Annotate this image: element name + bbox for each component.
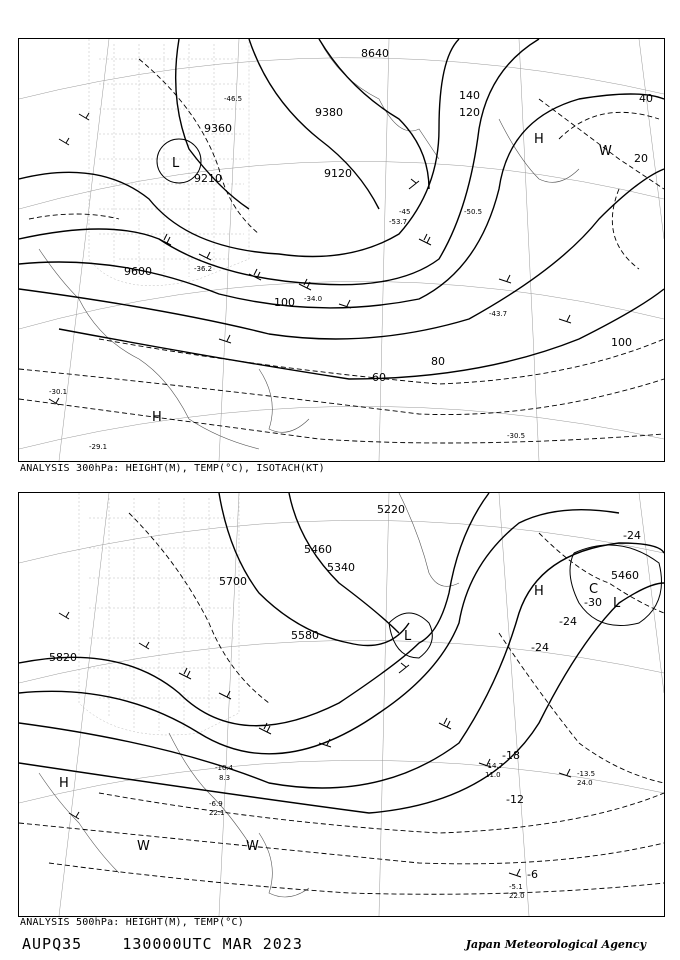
caption-500hpa: ANALYSIS 500hPa: HEIGHT(M), TEMP(°C) <box>20 917 244 928</box>
station-value: -10.4 <box>215 764 234 772</box>
product-header <box>22 935 303 953</box>
temp-label: -36.2 <box>194 265 213 273</box>
hatched-region <box>79 493 239 735</box>
isotherm-label: -24 <box>623 529 641 542</box>
isotach-labels <box>274 89 653 384</box>
station-value: -14.7 <box>485 762 504 770</box>
warm-center: W <box>137 839 150 854</box>
isotach-label: 20 <box>634 152 648 165</box>
height-label: 9600 <box>124 265 152 278</box>
temperature-labels <box>49 95 525 451</box>
temp-label: -30.5 <box>507 432 526 440</box>
temp-label: -50.5 <box>464 208 483 216</box>
temp-label: -53.7 <box>389 218 408 226</box>
height-label: 5580 <box>291 629 319 642</box>
height-label: 8640 <box>361 47 389 60</box>
isotherm-label: -24 <box>559 615 577 628</box>
high-center: H <box>59 776 69 791</box>
chart-300hpa <box>18 38 665 462</box>
height-labels <box>49 503 639 664</box>
coastlines <box>39 39 579 449</box>
station-value: 8.3 <box>219 774 231 782</box>
isotherm-label: -18 <box>502 749 520 762</box>
low-height-label: 9210 <box>194 172 222 185</box>
agency-name: Japan Meteorological Agency <box>465 938 646 951</box>
chart-500hpa-map <box>19 493 664 916</box>
isotach-label: 120 <box>459 106 480 119</box>
product-code: AUPQ35 <box>22 935 83 953</box>
height-label: 9380 <box>315 106 343 119</box>
high-center: H <box>534 584 544 599</box>
station-value: 24.0 <box>577 779 593 787</box>
chart-500hpa <box>18 492 665 917</box>
height-label: 5220 <box>377 503 405 516</box>
low-center: L <box>404 629 412 644</box>
wind-barbs <box>59 612 571 877</box>
analysis-datetime: 130000UTC MAR 2023 <box>122 935 303 953</box>
station-value: -6.9 <box>209 800 223 808</box>
cold-center: C <box>589 582 599 597</box>
height-contours <box>19 493 664 813</box>
station-value: 22.1 <box>209 809 225 817</box>
warm-center: W <box>246 839 259 854</box>
height-label: 5340 <box>327 561 355 574</box>
isotach-label: 80 <box>431 355 445 368</box>
hatched-region <box>89 39 249 286</box>
chart-300hpa-map <box>19 39 664 461</box>
station-value: -5.1 <box>509 883 523 891</box>
graticule <box>19 493 664 916</box>
isotherm-label: -12 <box>506 793 524 806</box>
isotach-label: 40 <box>639 92 653 105</box>
station-value: -13.5 <box>577 770 596 778</box>
height-label: 9360 <box>204 122 232 135</box>
warm-center: W <box>599 144 612 159</box>
height-label: 5460 <box>611 569 639 582</box>
isotach-label: 140 <box>459 89 480 102</box>
height-label: 9120 <box>324 167 352 180</box>
temp-label: -30.1 <box>49 388 68 396</box>
isotherm-label: -6 <box>527 868 538 881</box>
high-center: H <box>534 132 544 147</box>
caption-300hpa: ANALYSIS 300hPa: HEIGHT(M), TEMP(°C), ISOTACH(KT) <box>20 463 325 474</box>
temp-label: -45 <box>399 208 411 216</box>
low-center: L <box>172 156 180 171</box>
high-center: H <box>152 410 162 425</box>
isotach-label: 100 <box>611 336 632 349</box>
isotherm-label: -30 <box>584 596 602 609</box>
temp-label: -34.0 <box>304 295 323 303</box>
temp-label: -46.5 <box>224 95 243 103</box>
isotherm-label: -24 <box>531 641 549 654</box>
pressure-centers <box>59 582 621 854</box>
station-value: 11.0 <box>485 771 501 779</box>
temp-label: -29.1 <box>89 443 108 451</box>
isotach-label: 100 <box>274 296 295 309</box>
isotach-label: 60 <box>372 371 386 384</box>
temp-label: -43.7 <box>489 310 508 318</box>
height-label: 5460 <box>304 543 332 556</box>
low-center: L <box>613 596 621 611</box>
height-label: 5700 <box>219 575 247 588</box>
station-value: 22.0 <box>509 892 525 900</box>
height-label: 5820 <box>49 651 77 664</box>
